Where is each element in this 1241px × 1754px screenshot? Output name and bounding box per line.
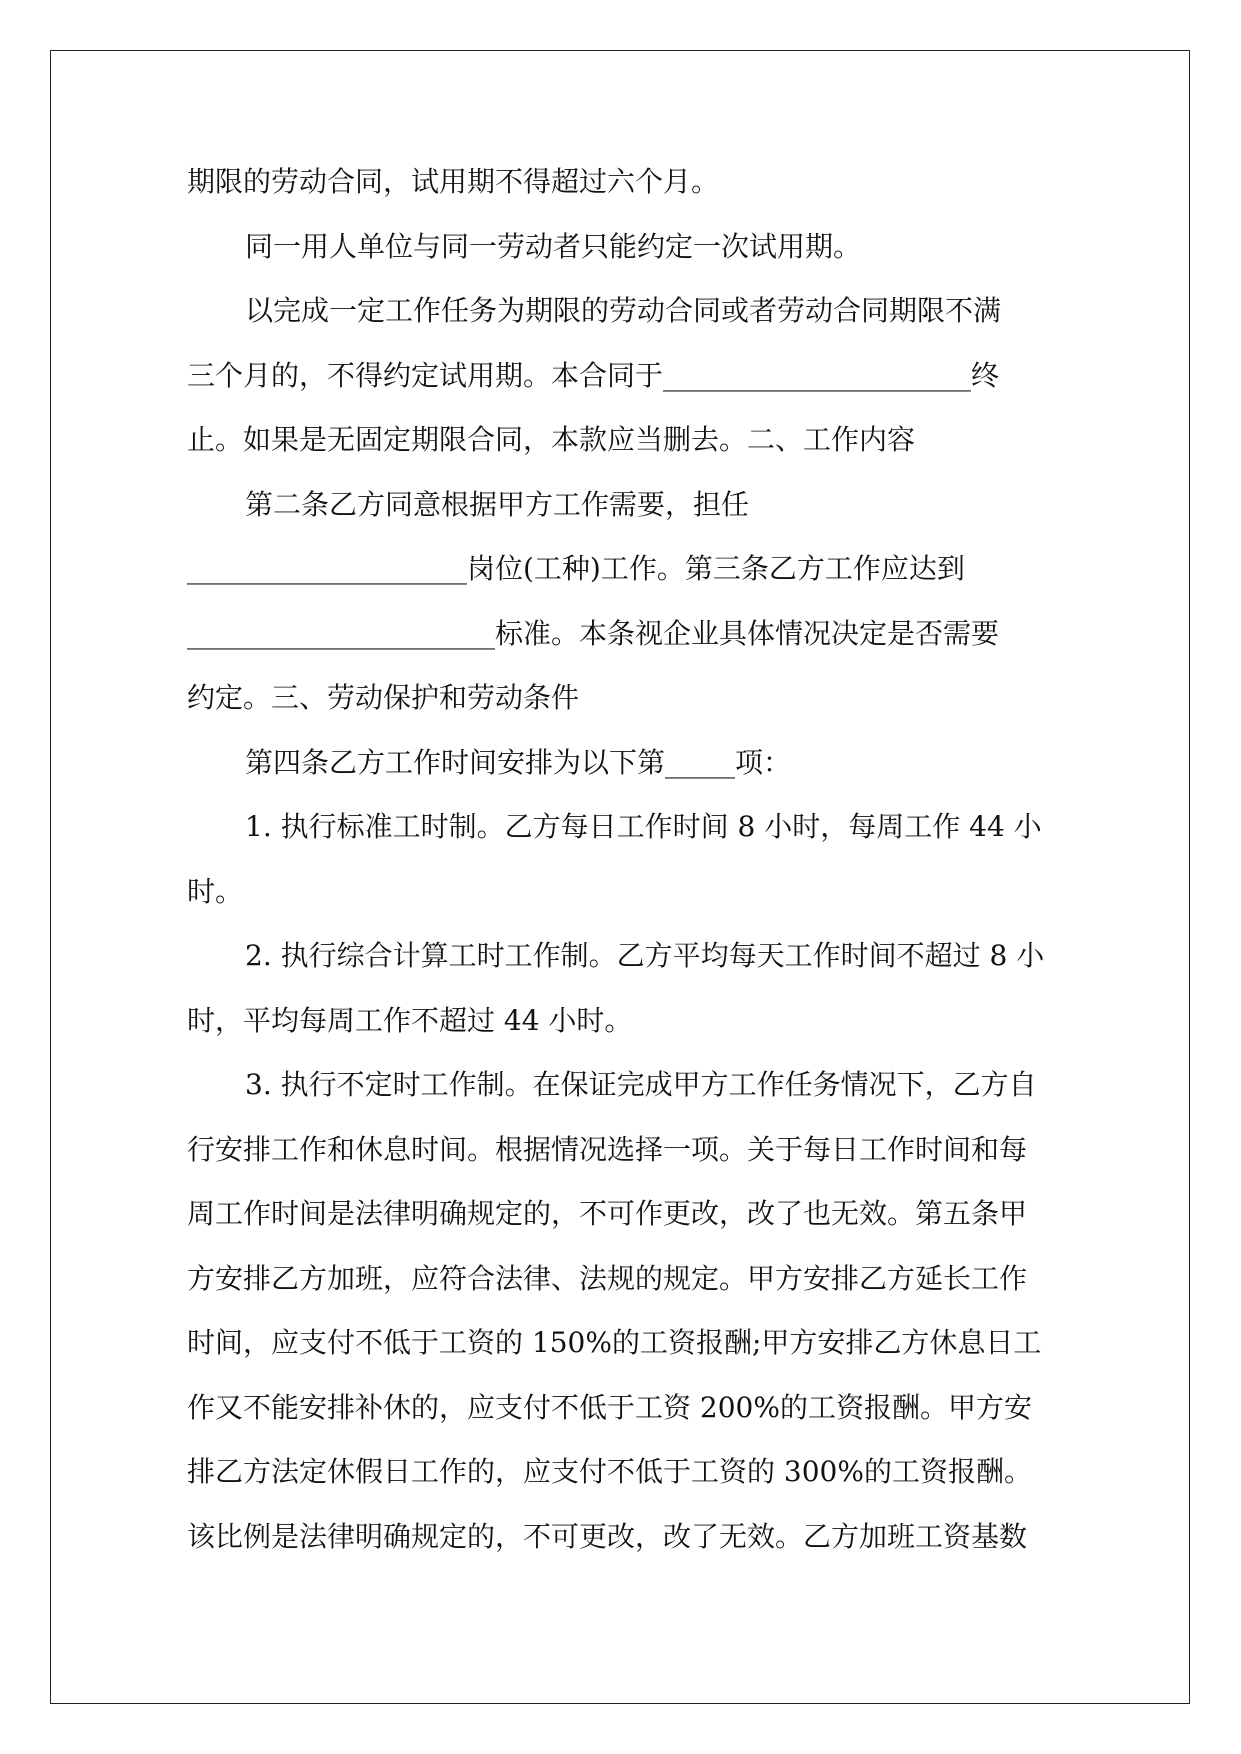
text-line: 第四条乙方工作时间安排为以下第_____项： [245, 745, 792, 779]
text-line: 2. 执行综合计算工时工作制。乙方平均每天工作时间不超过 8 小 [245, 939, 1045, 972]
text-line: 周工作时间是法律明确规定的，不可作更改，改了也无效。第五条甲 [187, 1197, 1028, 1230]
text-line: 时。 [187, 874, 244, 908]
text-line: 时，平均每周工作不超过 44 小时。 [187, 1003, 633, 1037]
text-line: 同一用人单位与同一劳动者只能约定一次试用期。 [245, 229, 862, 263]
text-line: 约定。三、劳动保护和劳动条件 [187, 681, 580, 714]
text-line: 期限的劳动合同，试用期不得超过六个月。 [187, 165, 720, 198]
document-body [187, 160, 1057, 1579]
text-line: ____________________岗位(工种)工作。第三条乙方工作应达到 [187, 552, 965, 585]
text-line: 排乙方法定休假日工作的，应支付不低于工资的 300%的工资报酬。 [187, 1455, 1032, 1488]
text-line: 作又不能安排补休的，应支付不低于工资 200%的工资报酬。甲方安 [187, 1390, 1032, 1424]
text-line: 以完成一定工作任务为期限的劳动合同或者劳动合同期限不满 [245, 294, 1002, 327]
text-line: 时间，应支付不低于工资的 150%的工资报酬;甲方安排乙方休息日工 [187, 1326, 1042, 1359]
text-line: 止。如果是无固定期限合同，本款应当删去。二、工作内容 [187, 423, 916, 456]
text-line: ______________________标准。本条视企业具体情况决定是否需要 [187, 616, 1000, 650]
text-line: 该比例是法律明确规定的，不可更改，改了无效。乙方加班工资基数 [187, 1519, 1028, 1553]
text-line: 3. 执行不定时工作制。在保证完成甲方工作任务情况下，乙方自 [245, 1068, 1037, 1101]
text-line: 1. 执行标准工时制。乙方每日工作时间 8 小时，每周工作 44 小 [245, 810, 1042, 843]
text-line: 第二条乙方同意根据甲方工作需要，担任 [245, 487, 750, 521]
text-line: 行安排工作和休息时间。根据情况选择一项。关于每日工作时间和每 [187, 1132, 1028, 1166]
text-line: 方安排乙方加班，应符合法律、法规的规定。甲方安排乙方延长工作 [187, 1261, 1028, 1295]
text-line: 三个月的，不得约定试用期。本合同于______________________终 [187, 358, 1000, 392]
